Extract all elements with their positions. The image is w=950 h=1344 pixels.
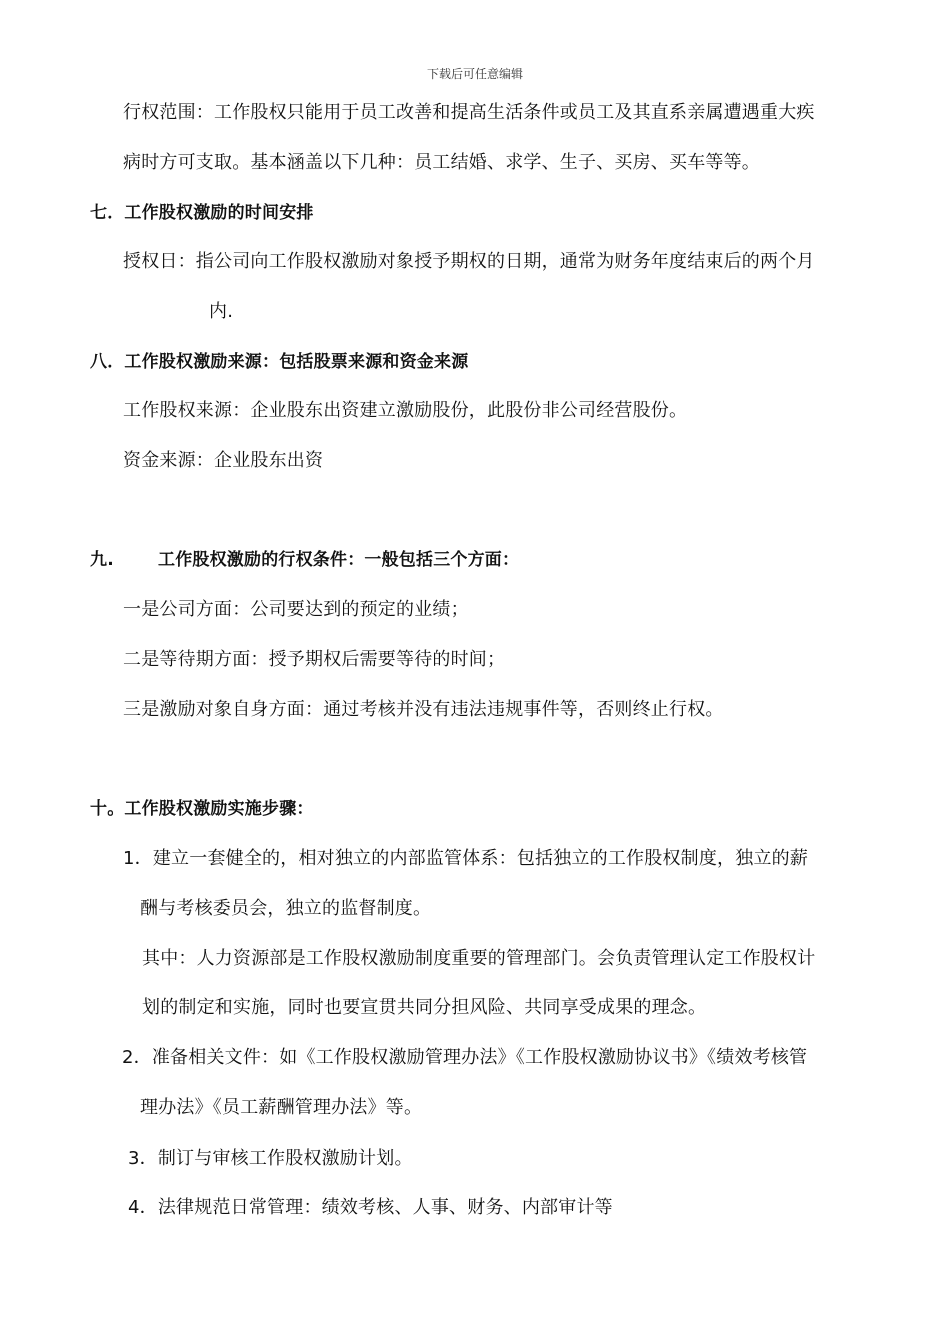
section-9-heading <box>90 548 519 572</box>
equity-source-text: 工作股权来源：企业股东出资建立激励股份，此股份非公司经营股份。 <box>123 400 688 421</box>
range-text-line-1: 行权范围：工作股权只能用于员工改善和提高生活条件或员工及其直系亲属遭遇重大疾 <box>123 102 815 123</box>
fund-source-text: 资金来源：企业股东出资 <box>123 450 324 471</box>
step-1-line-2: 酬与考核委员会，独立的监督制度。 <box>140 898 432 919</box>
step-1-line-1: 1．建立一套健全的，相对独立的内部监管体系：包括独立的工作股权制度，独立的薪 <box>123 848 809 869</box>
step-1-note-line-2: 划的制定和实施，同时也要宣贯共同分担风险、共同享受成果的理念。 <box>142 997 707 1018</box>
condition-3-text: 三是激励对象自身方面：通过考核并没有违法违规事件等，否则终止行权。 <box>123 699 724 720</box>
grant-date-line-1: 授权日：指公司向工作股权激励对象授予期权的日期，通常为财务年度结束后的两个月 <box>123 251 815 272</box>
grant-date-line-2: 内. <box>209 301 234 322</box>
step-4-text: 4．法律规范日常管理：绩效考核、人事、财务、内部审计等 <box>128 1197 613 1218</box>
step-3-text: 3．制订与审核工作股权激励计划。 <box>128 1148 413 1169</box>
step-1-note-line-1: 其中：人力资源部是工作股权激励制度重要的管理部门。会负责管理认定工作股权计 <box>142 948 816 969</box>
step-2-line-2: 理办法》《员工薪酬管理办法》等。 <box>140 1097 423 1118</box>
step-2-line-1: 2．准备相关文件：如《工作股权激励管理办法》《工作股权激励协议书》《绩效考核管 <box>122 1047 808 1068</box>
section-9-title: 工作股权激励的行权条件：一般包括三个方面： <box>158 550 520 570</box>
page-header-note: 下载后可任意编辑 <box>426 67 523 81</box>
condition-2-text: 二是等待期方面：授予期权后需要等待的时间； <box>123 649 506 670</box>
section-7-heading: 七．工作股权激励的时间安排 <box>90 203 314 223</box>
range-text-line-2: 病时方可支取。基本涵盖以下几种：员工结婚、求学、生子、买房、买车等等。 <box>123 152 760 173</box>
condition-1-text: 一是公司方面：公司要达到的预定的业绩； <box>123 599 469 620</box>
section-9-number: 九. <box>90 550 114 570</box>
section-10-heading: 十。工作股权激励实施步骤： <box>90 799 314 819</box>
section-8-heading: 八．工作股权激励来源：包括股票来源和资金来源 <box>90 352 469 372</box>
